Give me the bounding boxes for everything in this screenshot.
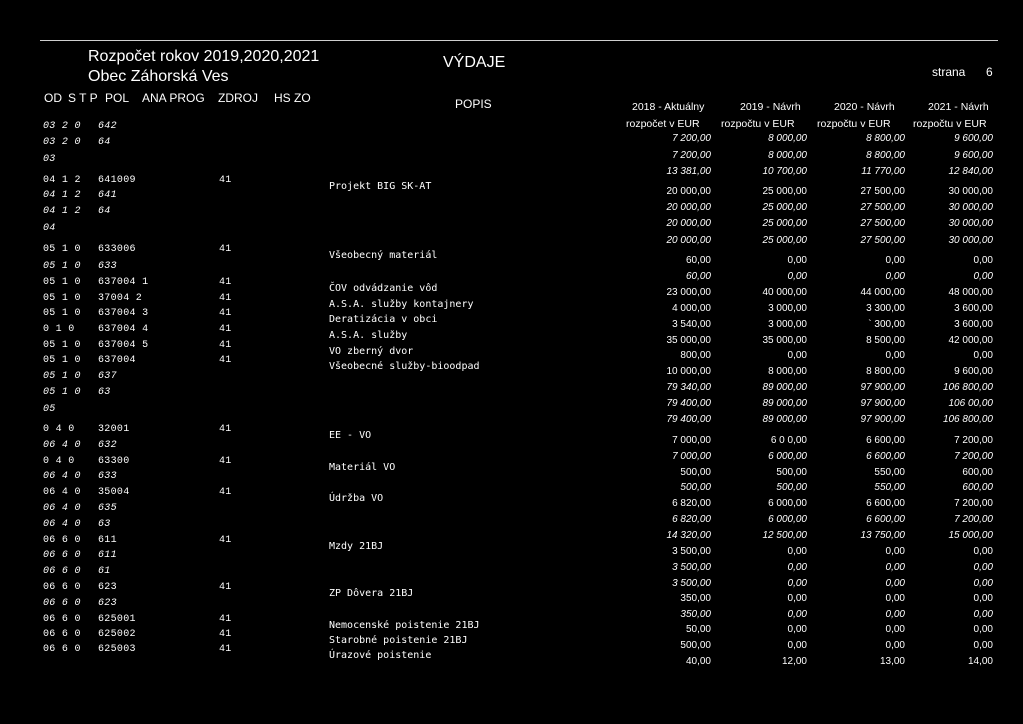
col-2019-line1: 2019 - Návrh [740,101,801,113]
value-cell: 800,00 [680,350,711,361]
row-popis: Materiál VO [329,462,396,473]
col-2018-line2: rozpočet v EUR [626,118,700,130]
value-cell: 12,00 [781,656,807,667]
value-cell: 7 200,00 [954,435,993,446]
value-cell: 0,00 [787,350,807,361]
row-zdroj: 41 [219,456,232,467]
value-cell: 89 000,00 [762,398,807,409]
row-sect: 05 1 0 [43,355,81,366]
value-cell: 20 000,00 [666,186,711,197]
value-cell: ` 300,00 [868,319,905,330]
value-cell: 9 600,00 [954,150,993,161]
col-od: OD [44,91,62,105]
value-cell: 3 500,00 [672,578,711,589]
row-sect: 04 1 2 [43,190,81,201]
value-cell: 8 800,00 [866,366,905,377]
value-cell: 350,00 [680,609,711,620]
value-cell: 9 600,00 [954,133,993,144]
row-sect: 0 4 0 [43,456,75,467]
value-cell: 10 700,00 [762,166,807,177]
row-pol: 637004 1 [98,277,149,288]
value-cell: 6 000,00 [768,498,807,509]
value-cell: 0,00 [787,546,807,557]
row-sect: 05 1 0 [43,340,81,351]
value-cell: 48 000,00 [948,287,993,298]
value-cell: 11 770,00 [861,166,905,177]
value-cell: 500,00 [680,482,711,493]
value-cell: 0,00 [885,609,905,620]
value-cell: 7 000,00 [672,435,711,446]
value-cell: 600,00 [962,467,993,478]
row-sect: 06 6 0 [43,598,81,609]
value-cell: 97 900,00 [860,398,905,409]
row-popis: ZP Dôvera 21BJ [329,588,414,599]
value-cell: 30 000,00 [948,218,993,229]
row-pol: 642 [98,121,117,132]
value-cell: 25 000,00 [762,235,807,246]
value-cell: 35 000,00 [762,335,807,346]
row-sect: 0 4 0 [43,424,75,435]
row-sect: 05 1 0 [43,244,81,255]
row-pol: 32001 [98,424,130,435]
page-label: strana [932,65,966,79]
col-2019-line2: rozpočtu v EUR [721,118,795,130]
row-popis: Nemocenské poistenie 21BJ [329,620,480,631]
value-cell: 27 500,00 [860,218,905,229]
value-cell: 0,00 [787,271,807,282]
row-sect: 06 4 0 [43,440,81,451]
col-zdroj: ZDROJ [218,91,258,105]
row-sect: 06 6 0 [43,566,81,577]
row-sect: 04 1 2 [43,175,81,186]
value-cell: 89 000,00 [762,382,807,393]
value-cell: 0,00 [973,609,993,620]
value-cell: 0,00 [885,255,905,266]
value-cell: 20 000,00 [666,218,711,229]
row-pol: 637004 4 [98,324,149,335]
col-2020-line1: 2020 - Návrh [834,101,895,113]
value-cell: 6 600,00 [866,451,905,462]
row-popis: ČOV odvádzanie vôd [329,283,438,294]
value-cell: 350,00 [680,593,711,604]
row-popis: Všeobecné služby-bioodpad [329,361,480,372]
row-zdroj: 41 [219,487,232,498]
value-cell: 0,00 [787,562,807,573]
value-cell: 8 000,00 [768,366,807,377]
value-cell: 3 600,00 [954,303,993,314]
row-pol: 637004 5 [98,340,149,351]
row-pol: 61 [98,566,111,577]
value-cell: 8 000,00 [768,133,807,144]
value-cell: 3 000,00 [768,319,807,330]
section-title: VÝDAJE [443,54,506,71]
row-zdroj: 41 [219,244,232,255]
row-popis: Projekt BIG SK-AT [329,181,432,192]
value-cell: 50,00 [685,624,711,635]
row-sect: 03 [43,154,56,165]
value-cell: 0,00 [973,593,993,604]
row-zdroj: 41 [219,324,232,335]
row-sect: 04 1 2 [43,206,81,217]
value-cell: 3 300,00 [866,303,905,314]
value-cell: 0,00 [973,640,993,651]
col-pol: POL [105,91,130,105]
row-pol: 625002 [98,629,136,640]
row-pol: 637004 3 [98,308,149,319]
value-cell: 40,00 [685,656,711,667]
value-cell: 0,00 [787,593,807,604]
value-cell: 3 500,00 [672,546,711,557]
row-pol: 632 [98,440,117,451]
value-cell: 550,00 [874,482,905,493]
value-cell: 3 600,00 [954,319,993,330]
row-sect: 06 4 0 [43,487,81,498]
value-cell: 0,00 [787,255,807,266]
value-cell: 35 000,00 [666,335,711,346]
value-cell: 0,00 [787,578,807,589]
value-cell: 27 500,00 [860,186,905,197]
value-cell: 20 000,00 [666,202,711,213]
value-cell: 44 000,00 [860,287,905,298]
value-cell: 25 000,00 [762,186,807,197]
value-cell: 27 500,00 [860,202,905,213]
value-cell: 25 000,00 [762,218,807,229]
value-cell: 0,00 [973,562,993,573]
row-sect: 06 6 0 [43,644,81,655]
row-sect: 0 1 0 [43,324,75,335]
value-cell: 500,00 [776,467,807,478]
value-cell: 0,00 [973,255,993,266]
row-pol: 633 [98,261,117,272]
value-cell: 3 500,00 [672,562,711,573]
row-pol: 641009 [98,175,136,186]
value-cell: 25 000,00 [762,202,807,213]
value-cell: 40 000,00 [762,287,807,298]
row-sect: 06 4 0 [43,471,81,482]
value-cell: 0,00 [885,271,905,282]
row-popis: Mzdy 21BJ [329,541,384,552]
row-zdroj: 41 [219,582,232,593]
row-pol: 63 [98,519,111,530]
value-cell: 106 800,00 [942,414,993,425]
col-ana-prog: ANA PROG [142,91,205,105]
col-2018-line1: 2018 - Aktuálny [632,101,705,113]
value-cell: 8 800,00 [866,133,905,144]
document-title: Rozpočet rokov 2019,2020,2021 [88,48,320,65]
row-sect: 06 4 0 [43,503,81,514]
row-zdroj: 41 [219,277,232,288]
value-cell: 14 320,00 [666,530,711,541]
value-cell: 60,00 [685,255,711,266]
value-cell: 79 340,00 [666,382,711,393]
municipality-name: Obec Záhorská Ves [88,68,229,85]
value-cell: 9 600,00 [954,366,993,377]
row-sect: 05 1 0 [43,293,81,304]
value-cell: 0,00 [973,624,993,635]
row-pol: 63 [98,387,111,398]
row-pol: 64 [98,206,111,217]
value-cell: 23 000,00 [666,287,711,298]
value-cell: 6 000,00 [768,514,807,525]
row-pol: 623 [98,598,117,609]
row-zdroj: 41 [219,340,232,351]
value-cell: 0,00 [973,271,993,282]
value-cell: 8 000,00 [768,150,807,161]
row-zdroj: 41 [219,629,232,640]
row-sect: 06 4 0 [43,519,81,530]
value-cell: 20 000,00 [666,235,711,246]
value-cell: 500,00 [776,482,807,493]
value-cell: 60,00 [685,271,711,282]
row-pol: 623 [98,582,117,593]
value-cell: 6 600,00 [866,514,905,525]
row-pol: 635 [98,503,117,514]
value-cell: 7 200,00 [672,150,711,161]
row-sect: 05 1 0 [43,387,81,398]
page-number: 6 [986,65,993,79]
value-cell: 500,00 [680,640,711,651]
row-sect: 05 [43,404,56,415]
row-pol: 625001 [98,614,136,625]
value-cell: 7 200,00 [954,498,993,509]
row-sect: 06 6 0 [43,550,81,561]
row-zdroj: 41 [219,424,232,435]
value-cell: 600,00 [962,482,993,493]
row-sect: 06 6 0 [43,629,81,640]
value-cell: 106 00,00 [948,398,993,409]
row-sect: 04 [43,223,56,234]
row-sect: 05 1 0 [43,277,81,288]
value-cell: 500,00 [680,467,711,478]
row-sect: 05 1 0 [43,308,81,319]
value-cell: 7 200,00 [954,451,993,462]
value-cell: 30 000,00 [948,235,993,246]
row-sect: 03 2 0 [43,137,81,148]
value-cell: 42 000,00 [948,335,993,346]
row-pol: 63300 [98,456,130,467]
value-cell: 13 750,00 [860,530,905,541]
value-cell: 4 000,00 [672,303,711,314]
row-pol: 37004 2 [98,293,143,304]
row-popis: Všeobecný materiál [329,250,438,261]
value-cell: 79 400,00 [666,398,711,409]
row-zdroj: 41 [219,644,232,655]
value-cell: 30 000,00 [948,186,993,197]
value-cell: 6 000,00 [768,451,807,462]
row-popis: A.S.A. služby kontajnery [329,299,474,310]
row-popis: Úrazové poistenie [329,650,432,661]
value-cell: 0,00 [885,578,905,589]
value-cell: 79 400,00 [666,414,711,425]
value-cell: 30 000,00 [948,202,993,213]
value-cell: 7 000,00 [672,451,711,462]
row-zdroj: 41 [219,614,232,625]
row-popis: Starobné poistenie 21BJ [329,635,468,646]
row-sect: 06 6 0 [43,535,81,546]
value-cell: 27 500,00 [860,235,905,246]
row-popis: VO zberný dvor [329,346,414,357]
value-cell: 10 000,00 [666,366,711,377]
row-pol: 641 [98,190,117,201]
row-pol: 625003 [98,644,136,655]
value-cell: 6 600,00 [866,498,905,509]
value-cell: 0,00 [787,624,807,635]
col-2020-line2: rozpočtu v EUR [817,118,891,130]
value-cell: 0,00 [973,350,993,361]
row-pol: 637004 [98,355,136,366]
row-pol: 633006 [98,244,136,255]
value-cell: 7 200,00 [672,133,711,144]
value-cell: 0,00 [885,562,905,573]
row-zdroj: 41 [219,175,232,186]
col-stp: S T P [68,91,98,105]
value-cell: 3 540,00 [672,319,711,330]
value-cell: 0,00 [885,624,905,635]
row-sect: 05 1 0 [43,261,81,272]
row-zdroj: 41 [219,355,232,366]
value-cell: 0,00 [787,609,807,620]
col-hs-zo: HS ZO [274,91,311,105]
value-cell: 0,00 [885,593,905,604]
col-popis: POPIS [455,97,492,111]
row-sect: 03 2 0 [43,121,81,132]
value-cell: 0,00 [885,546,905,557]
value-cell: 13,00 [879,656,905,667]
row-zdroj: 41 [219,293,232,304]
value-cell: 89 000,00 [762,414,807,425]
row-pol: 611 [98,550,117,561]
value-cell: 6 600,00 [866,435,905,446]
value-cell: 13 381,00 [666,166,711,177]
row-zdroj: 41 [219,535,232,546]
row-popis: Údržba VO [329,493,384,504]
value-cell: 0,00 [885,640,905,651]
value-cell: 3 000,00 [768,303,807,314]
row-popis: EE - VO [329,430,372,441]
row-sect: 06 6 0 [43,614,81,625]
value-cell: 14,00 [967,656,993,667]
col-2021-line2: rozpočtu v EUR [913,118,987,130]
value-cell: 97 900,00 [860,414,905,425]
row-pol: 637 [98,371,117,382]
value-cell: 0,00 [973,578,993,589]
value-cell: 12 840,00 [948,166,993,177]
col-2021-line1: 2021 - Návrh [928,101,989,113]
value-cell: 0,00 [787,640,807,651]
value-cell: 0,00 [973,546,993,557]
row-sect: 05 1 0 [43,371,81,382]
value-cell: 6 820,00 [672,498,711,509]
value-cell: 6 0 0,00 [770,435,807,446]
value-cell: 106 800,00 [942,382,993,393]
row-zdroj: 41 [219,308,232,319]
value-cell: 7 200,00 [954,514,993,525]
row-sect: 06 6 0 [43,582,81,593]
value-cell: 15 000,00 [948,530,993,541]
row-popis: Deratizácia v obci [329,314,438,325]
value-cell: 6 820,00 [672,514,711,525]
value-cell: 12 500,00 [762,530,807,541]
value-cell: 97 900,00 [860,382,905,393]
value-cell: 550,00 [874,467,905,478]
value-cell: 0,00 [885,350,905,361]
row-pol: 35004 [98,487,130,498]
row-pol: 64 [98,137,111,148]
value-cell: 8 500,00 [866,335,905,346]
row-popis: A.S.A. služby [329,330,408,341]
value-cell: 8 800,00 [866,150,905,161]
row-pol: 611 [98,535,117,546]
row-pol: 633 [98,471,117,482]
